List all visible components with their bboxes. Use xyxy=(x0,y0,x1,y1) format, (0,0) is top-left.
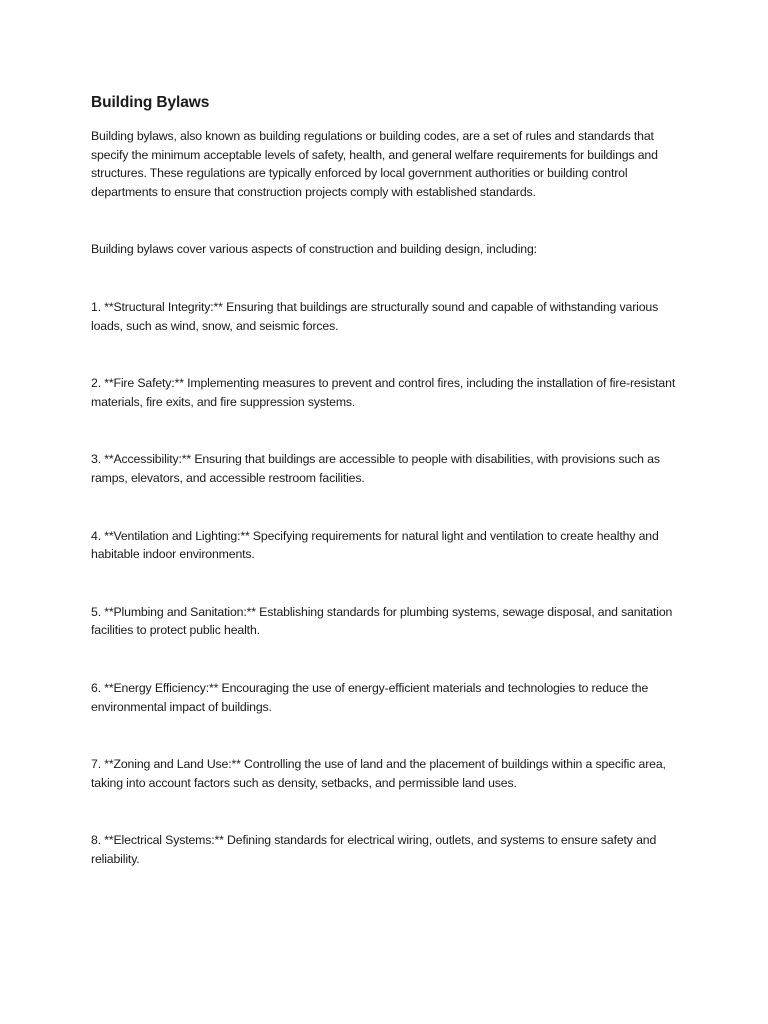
list-item-accessibility: 3. **Accessibility:** Ensuring that buildings are accessible to people with disabilities, with provisions such as ramps, elevators, and accessible restroom facilities. xyxy=(91,452,660,485)
list-item-ventilation-lighting: 4. **Ventilation and Lighting:** Specifying requirements for natural light and ventilation to create healthy and habitable indoor environments. xyxy=(91,528,659,562)
intro-paragraph: Building bylaws, also known as building regulations or building codes, are a set of rules and standards that specify the minimum acceptable levels of safety, health, and general welfare requirements for buildings and structures. These regulations are typically enforced by local government authorities or building control departments to ensure that construction projects comply with established standards. xyxy=(91,129,658,199)
list-item-plumbing-sanitation: 5. **Plumbing and Sanitation:** Establishing standards for plumbing systems, sewage disposal, and sanitation facilities to protect public health. xyxy=(91,604,673,638)
list-item-energy-efficiency: 6. **Energy Efficiency:** Encouraging the use of energy-efficient materials and technologies to reduce the environmental impact of buildings. xyxy=(91,680,649,714)
list-item-zoning-land-use: 7. **Zoning and Land Use:** Controlling the use of land and the placement of buildings within a specific area, taking into account factors such as density, setbacks, and permissible land uses. xyxy=(91,757,666,790)
document-title: Building Bylaws xyxy=(91,94,210,111)
lead-paragraph: Building bylaws cover various aspects of construction and building design, including: xyxy=(91,242,537,257)
list-item-fire-safety: 2. **Fire Safety:** Implementing measures to prevent and control fires, including the installation of fire-resistant materials, fire exits, and fire suppression systems. xyxy=(91,376,676,409)
list-item-structural-integrity: 1. **Structural Integrity:** Ensuring that buildings are structurally sound and capable of withstanding various loads, such as wind, snow, and seismic forces. xyxy=(91,299,659,333)
document-body xyxy=(91,93,681,907)
list-item-electrical-systems: 8. **Electrical Systems:** Defining standards for electrical wiring, outlets, and systems to ensure safety and reliability. xyxy=(91,833,657,866)
